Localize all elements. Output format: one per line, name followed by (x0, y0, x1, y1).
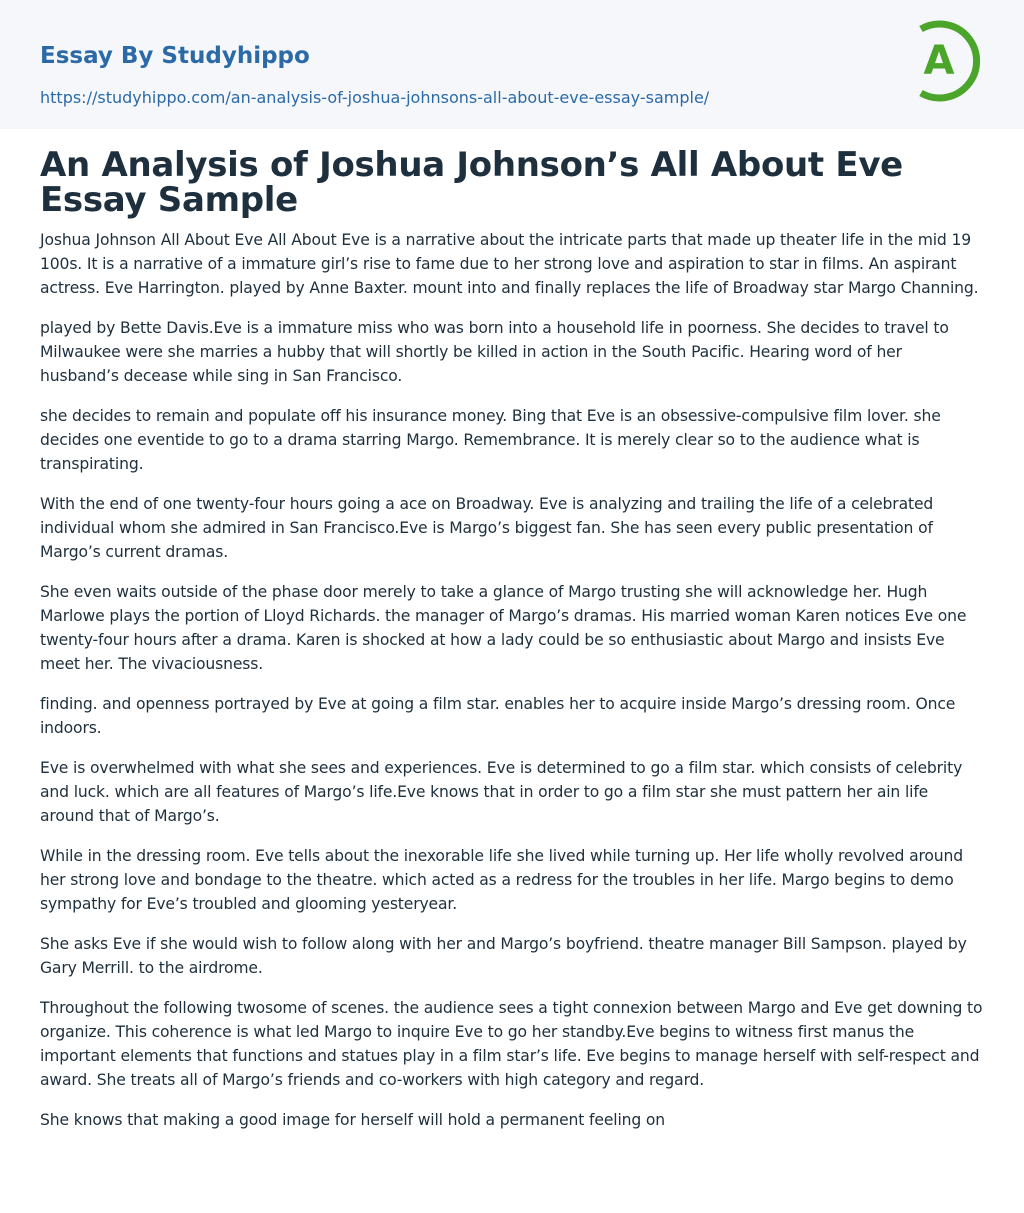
paragraph: She knows that making a good image for herself will hold a permanent feeling on (40, 1111, 666, 1129)
site-title[interactable]: Essay By Studyhippo (40, 43, 310, 69)
article-url-link[interactable]: https://studyhippo.com/an-analysis-of-joshua-johnsons-all-about-eve-essay-sample/ (40, 88, 710, 107)
paragraph: Throughout the following twosome of scenes. the audience sees a tight connexion between Margo and Eve get downing to organize. This coherence is what led Margo to inquire Eve to go her standby.Eve begins to witness first manus the important elements that functions and statues play in a film star’s life. Eve begins to manage herself with self-respect and award. She treats all of Margo’s friends and co-workers with high category and regard. (40, 999, 983, 1089)
paragraph: With the end of one twenty-four hours going a ace on Broadway. Eve is analyzing and trailing the life of a celebrated individual whom she admired in San Francisco.Eve is Margo’s biggest fan. She has seen every public presentation of Margo’s current dramas. (40, 495, 934, 561)
paragraph: Joshua Johnson All About Eve All About Eve is a narrative about the intricate parts that made up theater life in the mid 19 100s. It is a narrative of a immature girl’s rise to fame due to her strong love and aspiration to star in films. An aspirant actress. Eve Harrington. played by Anne Baxter. mount into and finally replaces the life of Broadway star Margo Channing. (40, 231, 979, 297)
paragraph: She asks Eve if she would wish to follow along with her and Margo’s boyfriend. theatre manager Bill Sampson. played by Gary Merrill. to the airdrome. (40, 935, 967, 977)
paragraph: While in the dressing room. Eve tells about the inexorable life she lived while turning up. Her life wholly revolved around her strong love and bondage to the theatre. which acted as a redress for the troubles in her life. Margo begins to demo sympathy for Eve’s troubled and glooming yesteryear. (40, 847, 964, 913)
paragraph: She even waits outside of the phase door merely to take a glance of Margo trusting she will acknowledge her. Hugh Marlowe plays the portion of Lloyd Richards. the manager of Margo’s dramas. His married woman Karen notices Eve one twenty-four hours after a drama. Karen is shocked at how a lady could be so enthusiastic about Margo and insists Eve meet her. The vivaciousness. (40, 583, 967, 673)
paragraph: Eve is overwhelmed with what she sees and experiences. Eve is determined to go a film star. which consists of celebrity and luck. which are all features of Margo’s life.Eve knows that in order to go a film star she must pattern her ain life around that of Margo’s. (40, 759, 963, 825)
logo-letter: A (923, 38, 955, 84)
paragraph: played by Bette Davis.Eve is a immature miss who was born into a household life in poorness. She decides to travel to Milwaukee were she marries a hubby that will shortly be killed in action in the South Pacific. Hearing word of her husband’s decease while sing in San Francisco. (40, 319, 949, 385)
studyhippo-logo-icon[interactable] (913, 19, 985, 105)
site-header (0, 0, 1024, 129)
article-body (0, 145, 1024, 1132)
page-title: An Analysis of Joshua Johnson’s All About Eve Essay Sample (40, 145, 903, 220)
paragraph: she decides to remain and populate off his insurance money. Bing that Eve is an obsessive-compulsive film lover. she decides one eventide to go to a drama starring Margo. Remembrance. It is merely clear so to the audience what is transpirating. (40, 407, 941, 473)
paragraph: finding. and openness portrayed by Eve at going a film star. enables her to acquire inside Margo’s dressing room. Once indoors. (40, 695, 956, 737)
